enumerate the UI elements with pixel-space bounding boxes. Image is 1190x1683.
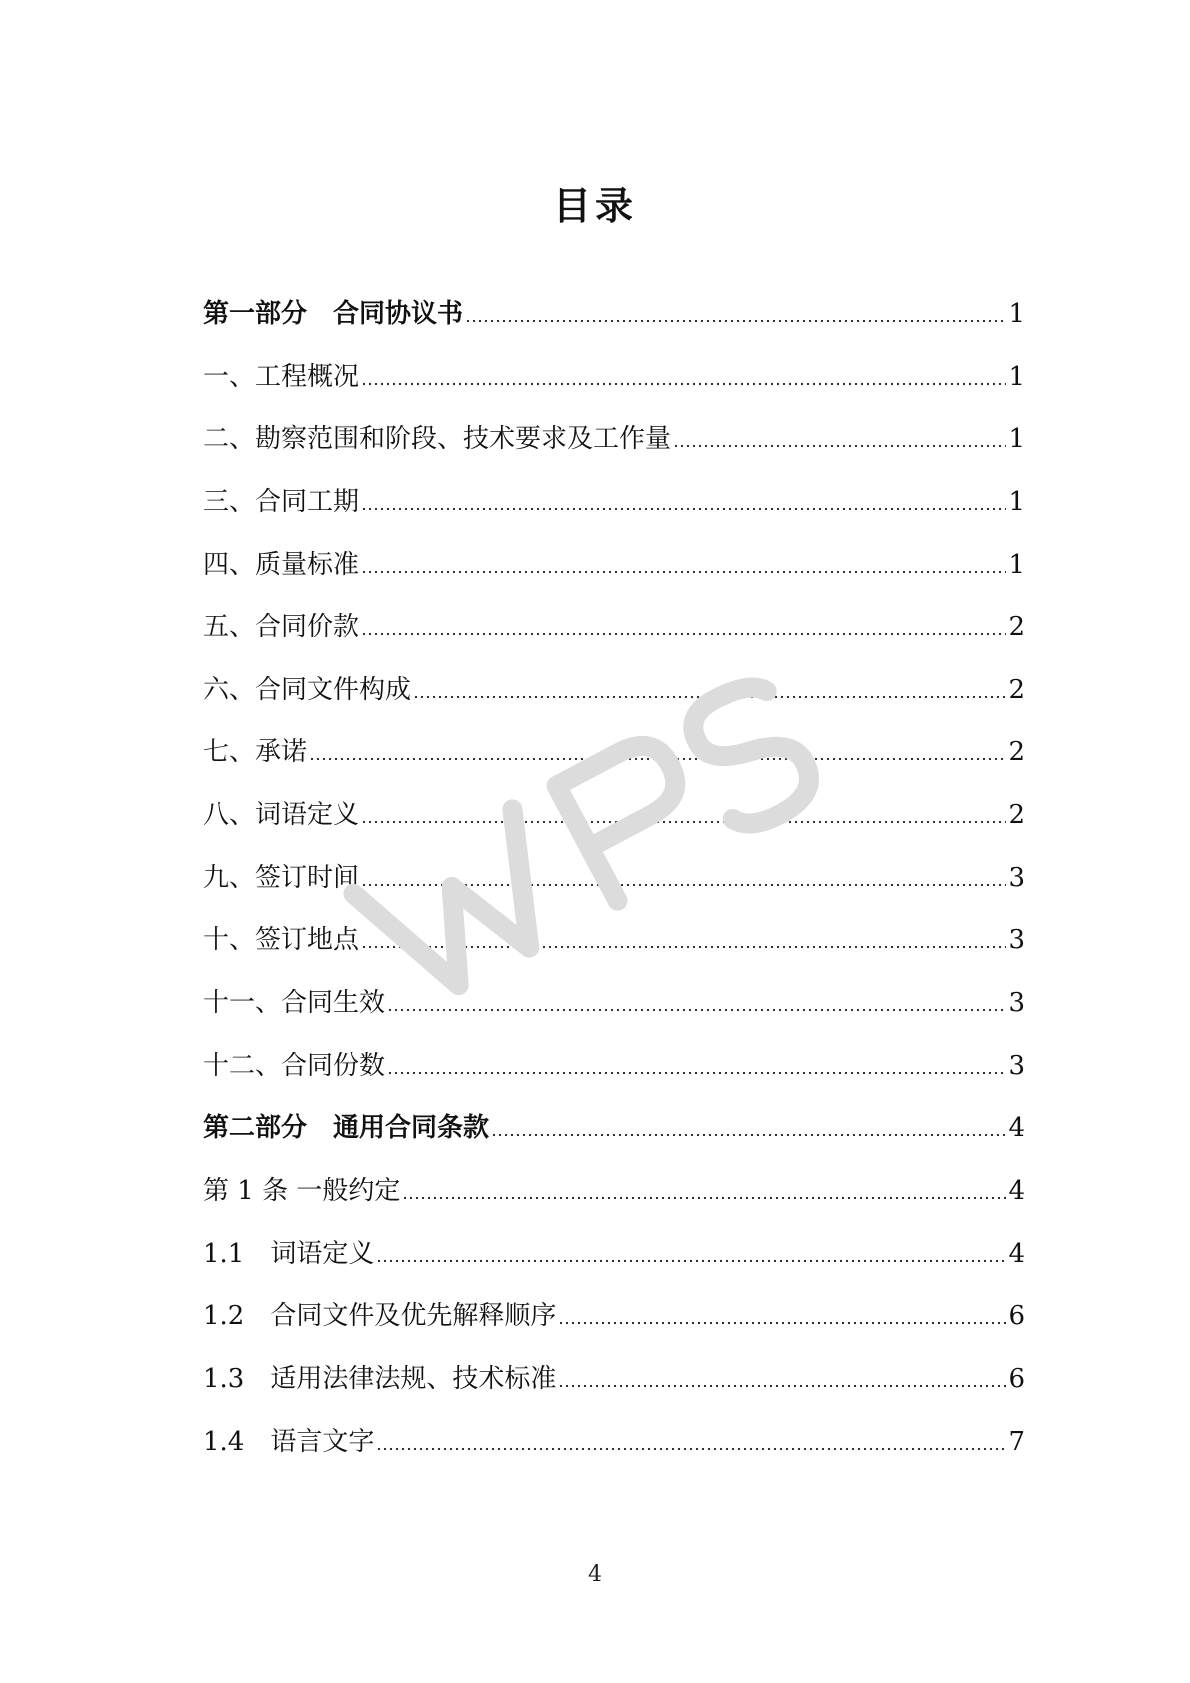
- toc-entry-label: 二、勘察范围和阶段、技术要求及工作量: [203, 424, 672, 455]
- toc-dot-leader: [673, 421, 1006, 448]
- toc-entry[interactable]: [203, 547, 1025, 610]
- toc-entry-page: 1: [1008, 299, 1025, 329]
- toc-list: [203, 296, 1025, 1486]
- toc-entry-page: 3: [1008, 1050, 1025, 1081]
- toc-dot-leader: [491, 1110, 1006, 1137]
- toc-dot-leader: [376, 1236, 1006, 1263]
- toc-dot-leader: [558, 1361, 1006, 1388]
- toc-entry[interactable]: [203, 421, 1025, 484]
- toc-dot-leader: [361, 860, 1006, 887]
- toc-entry-page: 2: [1008, 800, 1025, 831]
- toc-dot-leader: [387, 1048, 1006, 1075]
- page-number: 4: [588, 1562, 602, 1587]
- toc-entry-label: 七、承诺: [203, 737, 308, 768]
- toc-dot-leader: [558, 1298, 1006, 1325]
- toc-entry-label: 八、词语定义: [203, 800, 360, 831]
- toc-dot-leader: [361, 922, 1006, 949]
- toc-entry-label: 第一部分 合同协议书: [203, 299, 464, 329]
- toc-dot-leader: [361, 359, 1006, 386]
- toc-entry[interactable]: [203, 484, 1025, 547]
- toc-dot-leader: [402, 1173, 1006, 1200]
- toc-dot-leader: [465, 296, 1006, 323]
- toc-entry-page: 2: [1008, 674, 1025, 705]
- toc-dot-leader: [309, 734, 1006, 761]
- toc-entry-label: 十、签订地点: [203, 925, 360, 956]
- toc-entry-label: 三、合同工期: [203, 486, 360, 517]
- toc-entry-label: 1.4 语言文字: [203, 1426, 375, 1457]
- toc-entry-page: 2: [1008, 612, 1025, 643]
- toc-entry[interactable]: [203, 609, 1025, 672]
- toc-entry-label: 一、工程概况: [203, 361, 360, 392]
- toc-entry-label: 1.2 合同文件及优先解释顺序: [203, 1301, 557, 1332]
- toc-entry-label: 九、签订时间: [203, 862, 360, 893]
- toc-entry[interactable]: [203, 985, 1025, 1048]
- toc-part-entry[interactable]: [203, 1110, 1025, 1173]
- toc-entry[interactable]: [203, 734, 1025, 797]
- toc-entry[interactable]: [203, 1424, 1025, 1487]
- toc-entry-label: 1.1 词语定义: [203, 1238, 375, 1269]
- toc-entry-label: 十二、合同份数: [203, 1050, 386, 1081]
- toc-dot-leader: [387, 985, 1006, 1012]
- toc-dot-leader: [361, 547, 1006, 574]
- toc-entry[interactable]: [203, 860, 1025, 923]
- toc-dot-leader: [361, 484, 1006, 511]
- toc-entry-label: 十一、合同生效: [203, 988, 386, 1019]
- toc-entry-page: 7: [1008, 1426, 1025, 1457]
- toc-entry[interactable]: [203, 1236, 1025, 1299]
- toc-entry-page: 3: [1008, 925, 1025, 956]
- toc-dot-leader: [376, 1424, 1006, 1451]
- toc-entry-page: 3: [1008, 862, 1025, 893]
- toc-entry-page: 1: [1008, 486, 1025, 517]
- toc-entry-page: 4: [1008, 1238, 1025, 1269]
- toc-entry[interactable]: [203, 797, 1025, 860]
- toc-part-entry[interactable]: [203, 296, 1025, 359]
- toc-entry-label: 第 1 条 一般约定: [203, 1175, 401, 1206]
- toc-entry-label: 六、合同文件构成: [203, 674, 412, 705]
- toc-entry-label: 第二部分 通用合同条款: [203, 1113, 490, 1144]
- toc-dot-leader: [361, 609, 1006, 636]
- toc-title: 目录: [552, 184, 637, 228]
- toc-entry-page: 6: [1008, 1363, 1025, 1394]
- toc-dot-leader: [413, 672, 1006, 699]
- toc-entry-page: 4: [1008, 1175, 1025, 1206]
- toc-entry-page: 3: [1008, 988, 1025, 1019]
- toc-entry[interactable]: [203, 1173, 1025, 1236]
- toc-entry-page: 1: [1008, 361, 1025, 392]
- toc-entry-page: 1: [1008, 549, 1025, 580]
- toc-entry[interactable]: [203, 1298, 1025, 1361]
- toc-entry[interactable]: [203, 1361, 1025, 1424]
- toc-entry-page: 6: [1008, 1301, 1025, 1332]
- toc-entry-page: 4: [1008, 1113, 1025, 1144]
- toc-dot-leader: [361, 797, 1006, 824]
- toc-entry-label: 四、质量标准: [203, 549, 360, 580]
- toc-entry[interactable]: [203, 672, 1025, 735]
- toc-entry[interactable]: [203, 359, 1025, 422]
- toc-entry-label: 五、合同价款: [203, 612, 360, 643]
- toc-entry-page: 2: [1008, 737, 1025, 768]
- toc-entry[interactable]: [203, 922, 1025, 985]
- toc-entry-label: 1.3 适用法律法规、技术标准: [203, 1363, 557, 1394]
- toc-entry[interactable]: [203, 1048, 1025, 1111]
- toc-entry-page: 1: [1008, 424, 1025, 455]
